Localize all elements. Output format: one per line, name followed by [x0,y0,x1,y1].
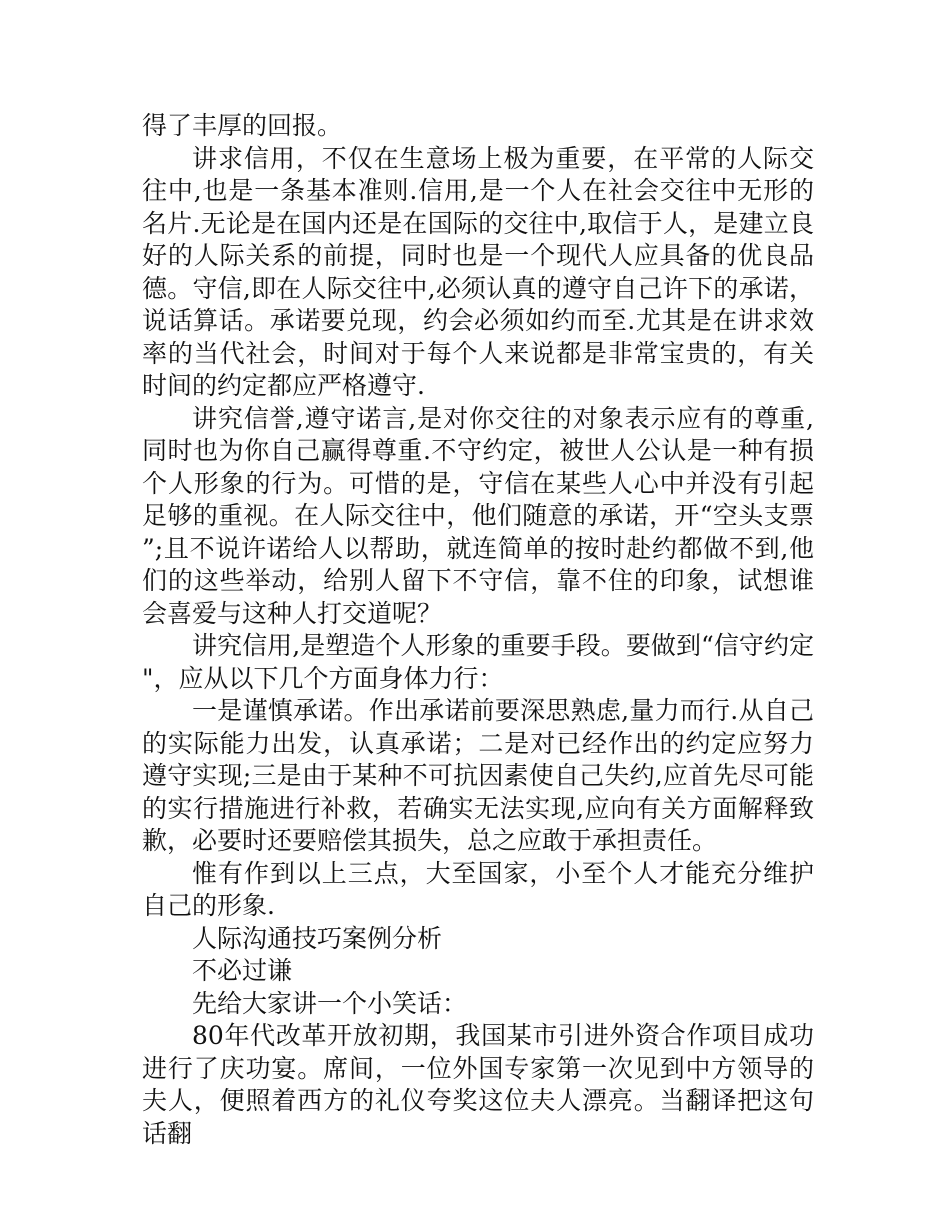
paragraph: 先给大家讲一个小笑话： [192,988,468,1018]
paragraph: 讲求信用，不仅在生意场上极为重要，在平常的人际交往中,也是一条基本准则.信用,是一个人在社会交往中无形的名片.无论是在国内还是在国际的交往中,取信于人，是建立良好的人际关系的前提，同时也是一个现代人应具备的优良品德。守信,即在人际交往中,必须认真的遵守自己许下的承诺，说话算话。承诺要兑现，约会必须如约而至.尤其是在讲求效率的当代社会，时间对于每个人来说都是非常宝贵的，有关时间的约定都应严格遵守. [142,143,814,400]
section-heading: 人际沟通技巧案例分析 [192,923,443,953]
sub-heading: 不必过谦 [192,956,293,985]
paragraph: 讲究信用,是塑造个人形象的重要手段。要做到“信守约定"，应从以下几个方面身体力行： [142,631,814,693]
paragraph: 讲究信誉,遵守诺言,是对你交往的对象表示应有的尊重,同时也为你自己赢得尊重.不守约定，被世人公认是一种有损个人形象的行为。可惜的是，守信在某些人心中并没有引起足够的重视。在人际交往中，他们随意的承诺，开“空头支票”;且不说许诺给人以帮助，就连简单的按时赴约都做不到,他们的这些举动，给别人留下不守信，靠不住的印象，试想谁会喜爱与这种人打交道呢？ [142,403,814,628]
paragraph: 80年代改革开放初期，我国某市引进外资合作项目成功进行了庆功宴。席间，一位外国专家第一次见到中方领导的夫人，便照着西方的礼仪夸奖这位夫人漂亮。当翻译把这句话翻 [142,1021,814,1148]
document-page [142,110,814,1150]
paragraph: 得了丰厚的回报。 [142,111,343,140]
paragraph: 一是谨慎承诺。作出承诺前要深思熟虑,量力而行.从自己的实际能力出发，认真承诺；二是对已经作出的约定应努力遵守实现;三是由于某种不可抗因素使自己失约,应首先尽可能的实行措施进行补救，若确实无法实现,应向有关方面解释致歉，必要时还要赔偿其损失，总之应敢于承担责任。 [142,696,814,855]
paragraph: 惟有作到以上三点，大至国家，小至个人才能充分维护自己的形象. [142,858,814,920]
